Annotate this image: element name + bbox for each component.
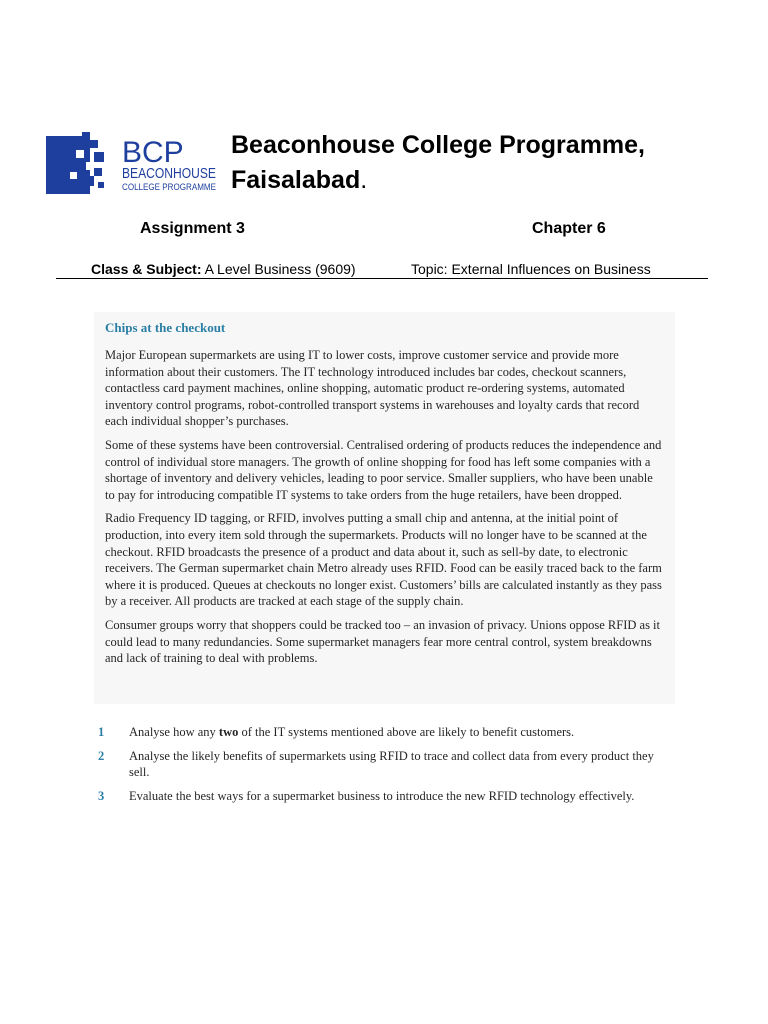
college-title	[231, 128, 731, 198]
class-subject-value: A Level Business (9609)	[201, 261, 356, 277]
question-text: Analyse the likely benefits of supermarkets using RFID to trace and collect data from every product they sell.	[129, 749, 654, 779]
topic-line: Topic: External Influences on Business	[411, 261, 651, 277]
question-text	[129, 724, 658, 740]
assignment-label: Assignment 3	[140, 220, 245, 237]
question-item	[98, 788, 658, 804]
question-number: 3	[98, 789, 105, 803]
class-subject-label: Class & Subject:	[91, 261, 202, 277]
question-number: 2	[98, 749, 105, 763]
header-divider	[56, 278, 708, 279]
logo-mark: BCP	[122, 136, 184, 169]
question-number: 1	[98, 725, 105, 739]
question-item	[98, 748, 658, 780]
question-text-after: of the IT systems mentioned above are likely to benefit customers.	[238, 725, 575, 739]
case-paragraph-3: Radio Frequency ID tagging, or RFID, involves putting a small chip and antenna, at the initial point of production, into every item sold through the supermarkets. Products will no longer have to be scanned at the checkout. RFID broadcasts the presence of a product and data about it, such as sell-by date, to electronic receivers. The German supermarket chain Metro already uses RFID. Food can be easily traced back to the farm where it is produced. Queues at checkouts no longer exist. Customers’ bills are calculated instantly as they pass by a receiver. All products are tracked at each stage of the supply chain.	[105, 511, 662, 609]
bcp-logo-graphic	[46, 132, 218, 198]
question-text: Evaluate the best ways for a supermarket business to introduce the new RFID technology effectively.	[129, 789, 635, 803]
college-title-line2: Faisalabad	[231, 166, 361, 194]
question-text-before: Analyse how any	[129, 725, 219, 739]
case-study-title: Chips at the checkout	[105, 320, 226, 335]
chapter-label: Chapter 6	[532, 220, 606, 237]
case-paragraph-1: Major European supermarkets are using IT to lower costs, improve customer service and provide more information about their customers. The IT technology introduced includes bar codes, checkout scanners, contactless card payment machines, online shopping, automatic product re-ordering systems, automated inventory control programs, robot-controlled transport systems in warehouses and loyalty cards that record each individual shopper’s purchases.	[105, 348, 640, 429]
question-item	[98, 724, 658, 740]
logo-line2: COLLEGE PROGRAMME	[122, 182, 216, 192]
bcp-logo	[46, 132, 218, 198]
case-paragraph-2: Some of these systems have been controversial. Centralised ordering of products reduces the independence and control of individual store managers. The growth of online shopping for food has left some companies with a shortage of inventory and delivery vehicles, leading to poor service. Smaller suppliers, who have been unable to pay for introducing compatible IT systems to take orders from the huge retailers, have been dropped.	[105, 437, 662, 502]
college-title-line1: Beaconhouse College Programme,	[231, 131, 646, 159]
logo-line1: BEACONHOUSE	[122, 166, 217, 182]
question-text-bold: two	[218, 725, 239, 739]
question-list	[98, 724, 658, 812]
class-subject-line	[91, 261, 356, 277]
case-study-box	[94, 312, 675, 704]
case-paragraph-4: Consumer groups worry that shoppers could be tracked too – an invasion of privacy. Unions oppose RFID as it could lead to many redundancies. Some supermarket managers fear more central control, system breakdowns and lack of training to deal with problems.	[105, 617, 660, 666]
college-title-dot: .	[360, 166, 368, 194]
